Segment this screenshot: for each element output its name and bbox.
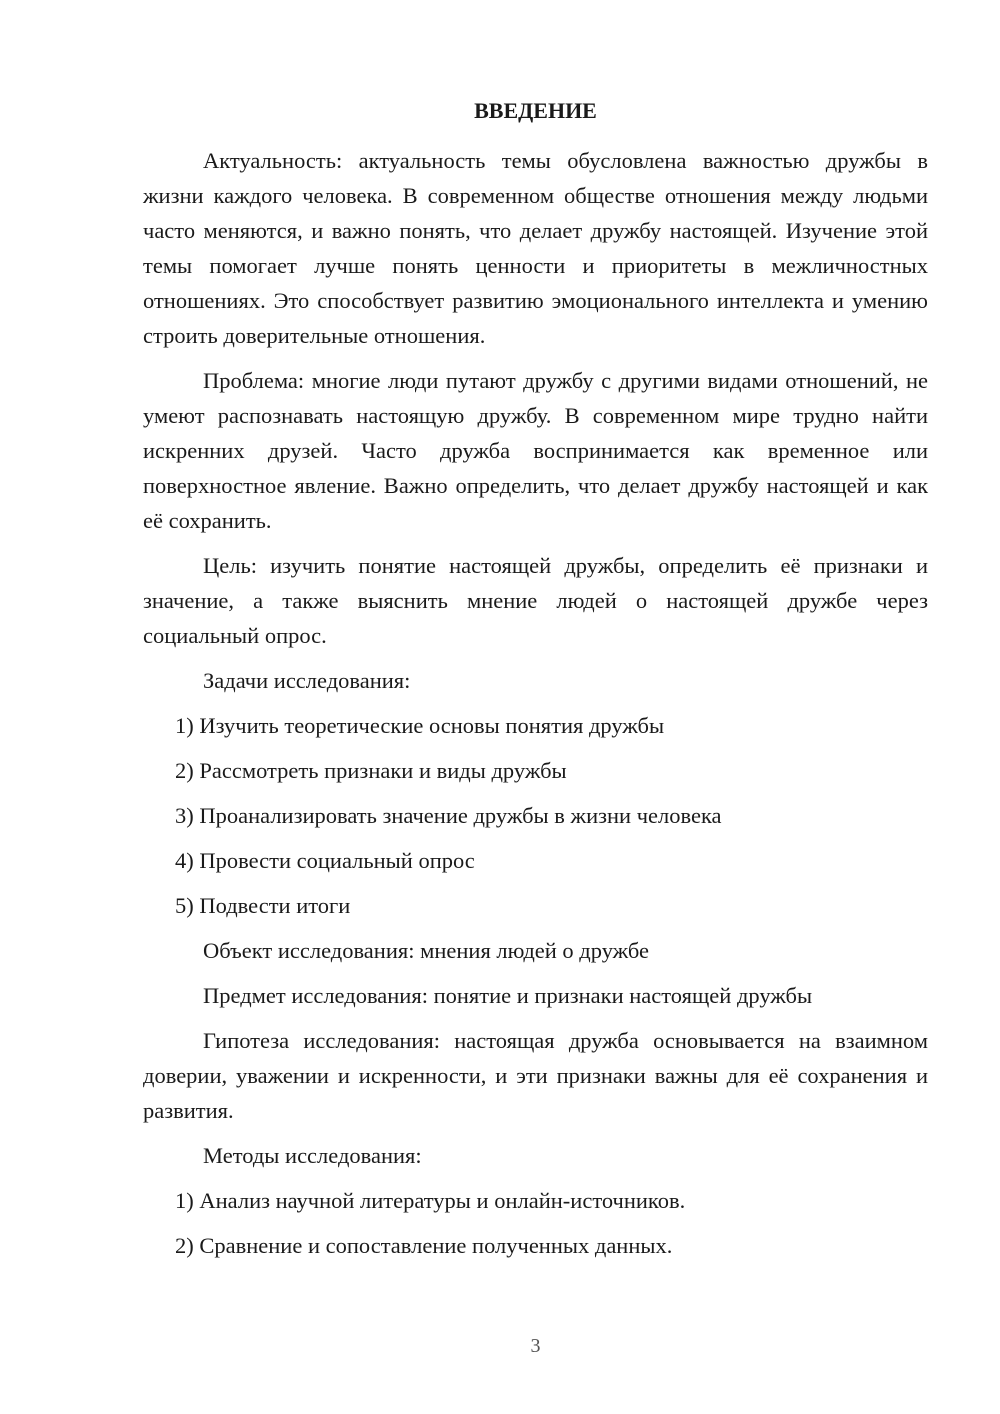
task-item: 4) Провести социальный опрос: [175, 848, 475, 873]
paragraph-subject: Предмет исследования: понятие и признаки настоящей дружбы: [203, 983, 813, 1008]
task-item: 5) Подвести итоги: [175, 893, 351, 918]
task-item: 3) Проанализировать значение дружбы в жизни человека: [175, 803, 722, 828]
method-item: 1) Анализ научной литературы и онлайн-источников.: [175, 1188, 686, 1213]
paragraph-goal: Цель: изучить понятие настоящей дружбы, определить её признаки и значение, а также выяснить мнение людей о настоящей дружбе через социальный опрос.: [143, 553, 928, 648]
section-heading: ВВЕДЕНИЕ: [474, 98, 597, 123]
paragraph-relevance: Актуальность: актуальность темы обусловлена важностью дружбы в жизни каждого человека. В современном обществе отношения между людьми часто меняются, и важно понять, что делает дружбу настоящей. Изучение этой темы помогает лучше понять ценности и приоритеты в межличностных отношениях. Это способствует развитию эмоционального интеллекта и умению строить доверительные отношения.: [143, 148, 928, 348]
page-number: 3: [530, 1335, 541, 1357]
paragraph-problem: Проблема: многие люди путают дружбу с другими видами отношений, не умеют распознавать настоящую дружбу. В современном мире трудно найти искренних друзей. Часто дружба воспринимается как временное или поверхностное явление. Важно определить, что делает дружбу настоящей и как её сохранить.: [143, 368, 928, 533]
method-item: 2) Сравнение и сопоставление полученных данных.: [175, 1233, 673, 1258]
document-body: [143, 143, 928, 1273]
paragraph-hypothesis: Гипотеза исследования: настоящая дружба основывается на взаимном доверии, уважении и искренности, и эти признаки важны для её сохранения и развития.: [143, 1028, 928, 1123]
task-item: 2) Рассмотреть признаки и виды дружбы: [175, 758, 567, 783]
task-item: 1) Изучить теоретические основы понятия дружбы: [175, 713, 665, 738]
document-page: [143, 0, 928, 1414]
methods-heading: Методы исследования:: [203, 1143, 422, 1168]
paragraph-object: Объект исследования: мнения людей о дружбе: [203, 938, 650, 963]
tasks-heading: Задачи исследования:: [203, 668, 411, 693]
